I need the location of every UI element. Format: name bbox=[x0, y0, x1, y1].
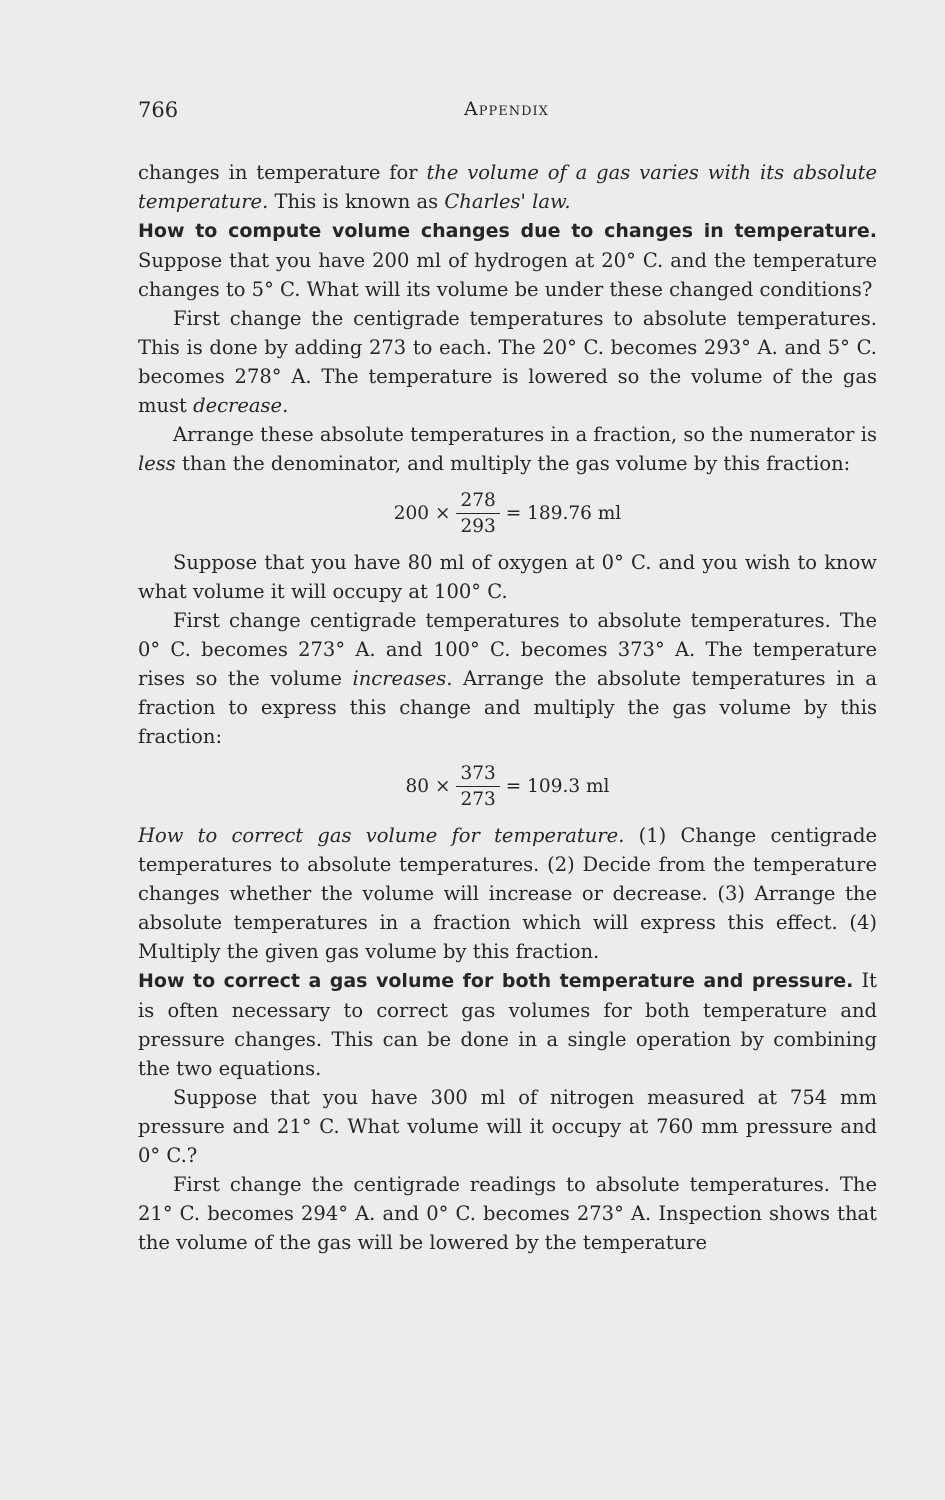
emphasis: less bbox=[138, 452, 176, 475]
paragraph bbox=[138, 966, 877, 1083]
text-run: Arrange these absolute temperatures in a fraction, so the numerator is bbox=[173, 423, 877, 446]
text-run: This is known as bbox=[268, 190, 445, 213]
body-text bbox=[138, 158, 877, 1257]
emphasis: Charles' law. bbox=[444, 190, 571, 213]
emphasis: How to correct gas volume for temperature. bbox=[138, 824, 625, 847]
text-run: First change the centigrade temperatures to absolute temperatures. This is done by adding 273 to each. The 20° C. becomes 293° A. and 5° C. becomes 278° A. The temperature is lowered so the volume of the gas must bbox=[138, 307, 877, 417]
numerator: 373 bbox=[456, 761, 499, 787]
paragraph bbox=[138, 606, 877, 751]
paragraph bbox=[138, 821, 877, 966]
paragraph bbox=[138, 548, 877, 606]
section-heading: How to correct a gas volume for both temperature and pressure. bbox=[138, 970, 854, 992]
text-run: Suppose that you have 300 ml of nitrogen measured at 754 mm pressure and 21° C. What volume will it occupy at 760 mm pressure and 0° C.? bbox=[138, 1086, 877, 1167]
section-heading: How to compute volume changes due to changes in temperature. bbox=[138, 220, 877, 242]
paragraph bbox=[138, 1170, 877, 1257]
emphasis: the volume of a gas varies with its absolute temperature. bbox=[138, 161, 878, 213]
emphasis: decrease. bbox=[193, 394, 289, 417]
paragraph bbox=[138, 304, 877, 420]
denominator: 293 bbox=[460, 515, 496, 537]
text-run: It is often necessary to correct gas volumes for both temperature and pressure changes. This can be done in a single operation by combining the two equations. bbox=[138, 969, 877, 1080]
equation bbox=[138, 478, 877, 548]
equation-rhs: = 189.76 ml bbox=[505, 502, 622, 524]
page-header bbox=[138, 98, 875, 128]
equation-lhs: 200 × bbox=[393, 502, 451, 524]
text-run: changes in temperature for bbox=[138, 161, 427, 184]
text-run: (1) Change centigrade temperatures to absolute temperatures. (2) Decide from the temperature changes whether the volume will increase or decrease. (3) Arrange the absolute temperatures in a fraction which will express this effect. (4) Multiply the given gas volume by this fraction. bbox=[138, 824, 877, 963]
text-run: First change the centigrade readings to absolute temperatures. The 21° C. becomes 294° A. and 0° C. becomes 273° A. Inspection shows that the volume of the gas will be lowered by the temperature bbox=[138, 1173, 877, 1254]
equation-lhs: 80 × bbox=[405, 775, 451, 797]
text-run: than the denominator, and multiply the gas volume by this fraction: bbox=[175, 452, 851, 475]
fraction bbox=[456, 761, 499, 812]
text-run: Suppose that you have 200 ml of hydrogen at 20° C. and the temperature changes to 5° C. What will its volume be under these changed conditions? bbox=[138, 249, 877, 301]
emphasis: increases. bbox=[352, 667, 453, 690]
equation-rhs: = 109.3 ml bbox=[505, 775, 610, 797]
denominator: 273 bbox=[460, 788, 496, 810]
text-run: Suppose that you have 80 ml of oxygen at 0° C. and you wish to know what volume it will occupy at 100° C. bbox=[138, 551, 877, 603]
paragraph bbox=[138, 1083, 877, 1170]
text-run: First change centigrade temperatures to absolute temperatures. The 0° C. becomes 273° A. and 100° C. becomes 373° A. The temperature rises so the volume bbox=[138, 609, 877, 690]
running-head: Appendix bbox=[464, 98, 549, 120]
paragraph bbox=[138, 420, 877, 478]
equation bbox=[138, 751, 877, 821]
text-run: Arrange the absolute temperatures in a fraction to express this change and multiply the gas volume by this fraction: bbox=[138, 667, 878, 748]
numerator: 278 bbox=[456, 488, 499, 514]
paragraph bbox=[138, 158, 877, 216]
paragraph bbox=[138, 216, 877, 304]
fraction bbox=[456, 488, 499, 539]
page-number: 766 bbox=[138, 98, 179, 122]
